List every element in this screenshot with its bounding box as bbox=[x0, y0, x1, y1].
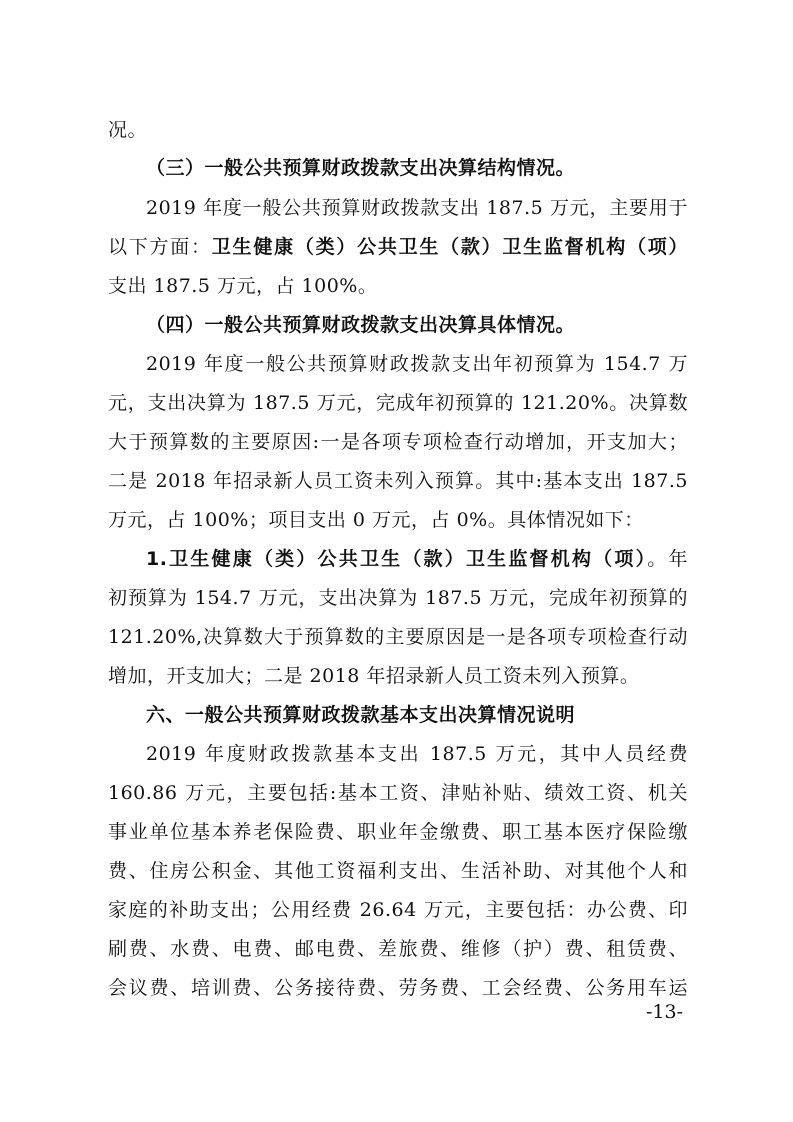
paragraph-line: 支出 187.5 万元，占 100%。 bbox=[108, 275, 378, 297]
paragraph-line: 大于预算数的主要原因:一是各项专项检查行动增加，开支加大； bbox=[108, 431, 688, 453]
paragraph-line: 会议费、培训费、公务接待费、劳务费、工会经费、公务用车运 bbox=[108, 977, 688, 999]
continuation-line: 况。 bbox=[108, 119, 148, 141]
page-number: -13- bbox=[646, 1001, 684, 1023]
section-heading-3: （三）一般公共预算财政拨款支出决算结构情况。 bbox=[146, 157, 576, 179]
paragraph-line: 增加，开支加大；二是 2018 年招录新人员工资未列入预算。 bbox=[108, 665, 640, 687]
paragraph-line: 元，支出决算为 187.5 万元，完成年初预算的 121.20%。决算数 bbox=[108, 392, 688, 414]
paragraph-line: 刷费、水费、电费、邮电费、差旅费、维修（护）费、租赁费、 bbox=[108, 938, 688, 960]
paragraph-line: 万元，占 100%；项目支出 0 万元，占 0%。具体情况如下： bbox=[108, 509, 644, 531]
bold-category: 卫生健康（类）公共卫生（款）卫生监督机构（项） bbox=[211, 236, 688, 258]
paragraph-line bbox=[108, 235, 688, 259]
paragraph-line: 二是 2018 年招录新人员工资未列入预算。其中:基本支出 187.5 bbox=[108, 470, 688, 492]
section-heading-4: （四）一般公共预算财政拨款支出决算具体情况。 bbox=[146, 314, 576, 336]
paragraph-line: 2019 年度财政拨款基本支出 187.5 万元，其中人员经费 bbox=[146, 743, 688, 765]
paragraph-line: 2019 年度一般公共预算财政拨款支出年初预算为 154.7 万 bbox=[146, 353, 688, 375]
paragraph-line: 事业单位基本养老保险费、职业年金缴费、职工基本医疗保险缴 bbox=[108, 821, 688, 843]
paragraph-line: 费、住房公积金、其他工资福利支出、生活补助、对其他个人和 bbox=[108, 860, 688, 882]
paragraph-line: 初预算为 154.7 万元，支出决算为 187.5 万元，完成年初预算的 bbox=[108, 587, 688, 609]
bold-item-title: 1.卫生健康（类）公共卫生（款）卫生监督机构（项） bbox=[146, 548, 648, 570]
paragraph-line: 家庭的补助支出；公用经费 26.64 万元，主要包括：办公费、印 bbox=[108, 899, 688, 921]
paragraph-line: 2019 年度一般公共预算财政拨款支出 187.5 万元，主要用于 bbox=[146, 197, 688, 219]
list-item-line bbox=[146, 547, 688, 571]
paragraph-line: 160.86 万元，主要包括:基本工资、津贴补贴、绩效工资、机关 bbox=[108, 782, 688, 804]
text-run: 。年 bbox=[647, 548, 688, 570]
section-heading-6: 六、一般公共预算财政拨款基本支出决算情况说明 bbox=[146, 704, 576, 726]
paragraph-line: 121.20%,决算数大于预算数的主要原因是一是各项专项检查行动 bbox=[108, 626, 688, 648]
text-run: 以下方面： bbox=[108, 236, 212, 258]
